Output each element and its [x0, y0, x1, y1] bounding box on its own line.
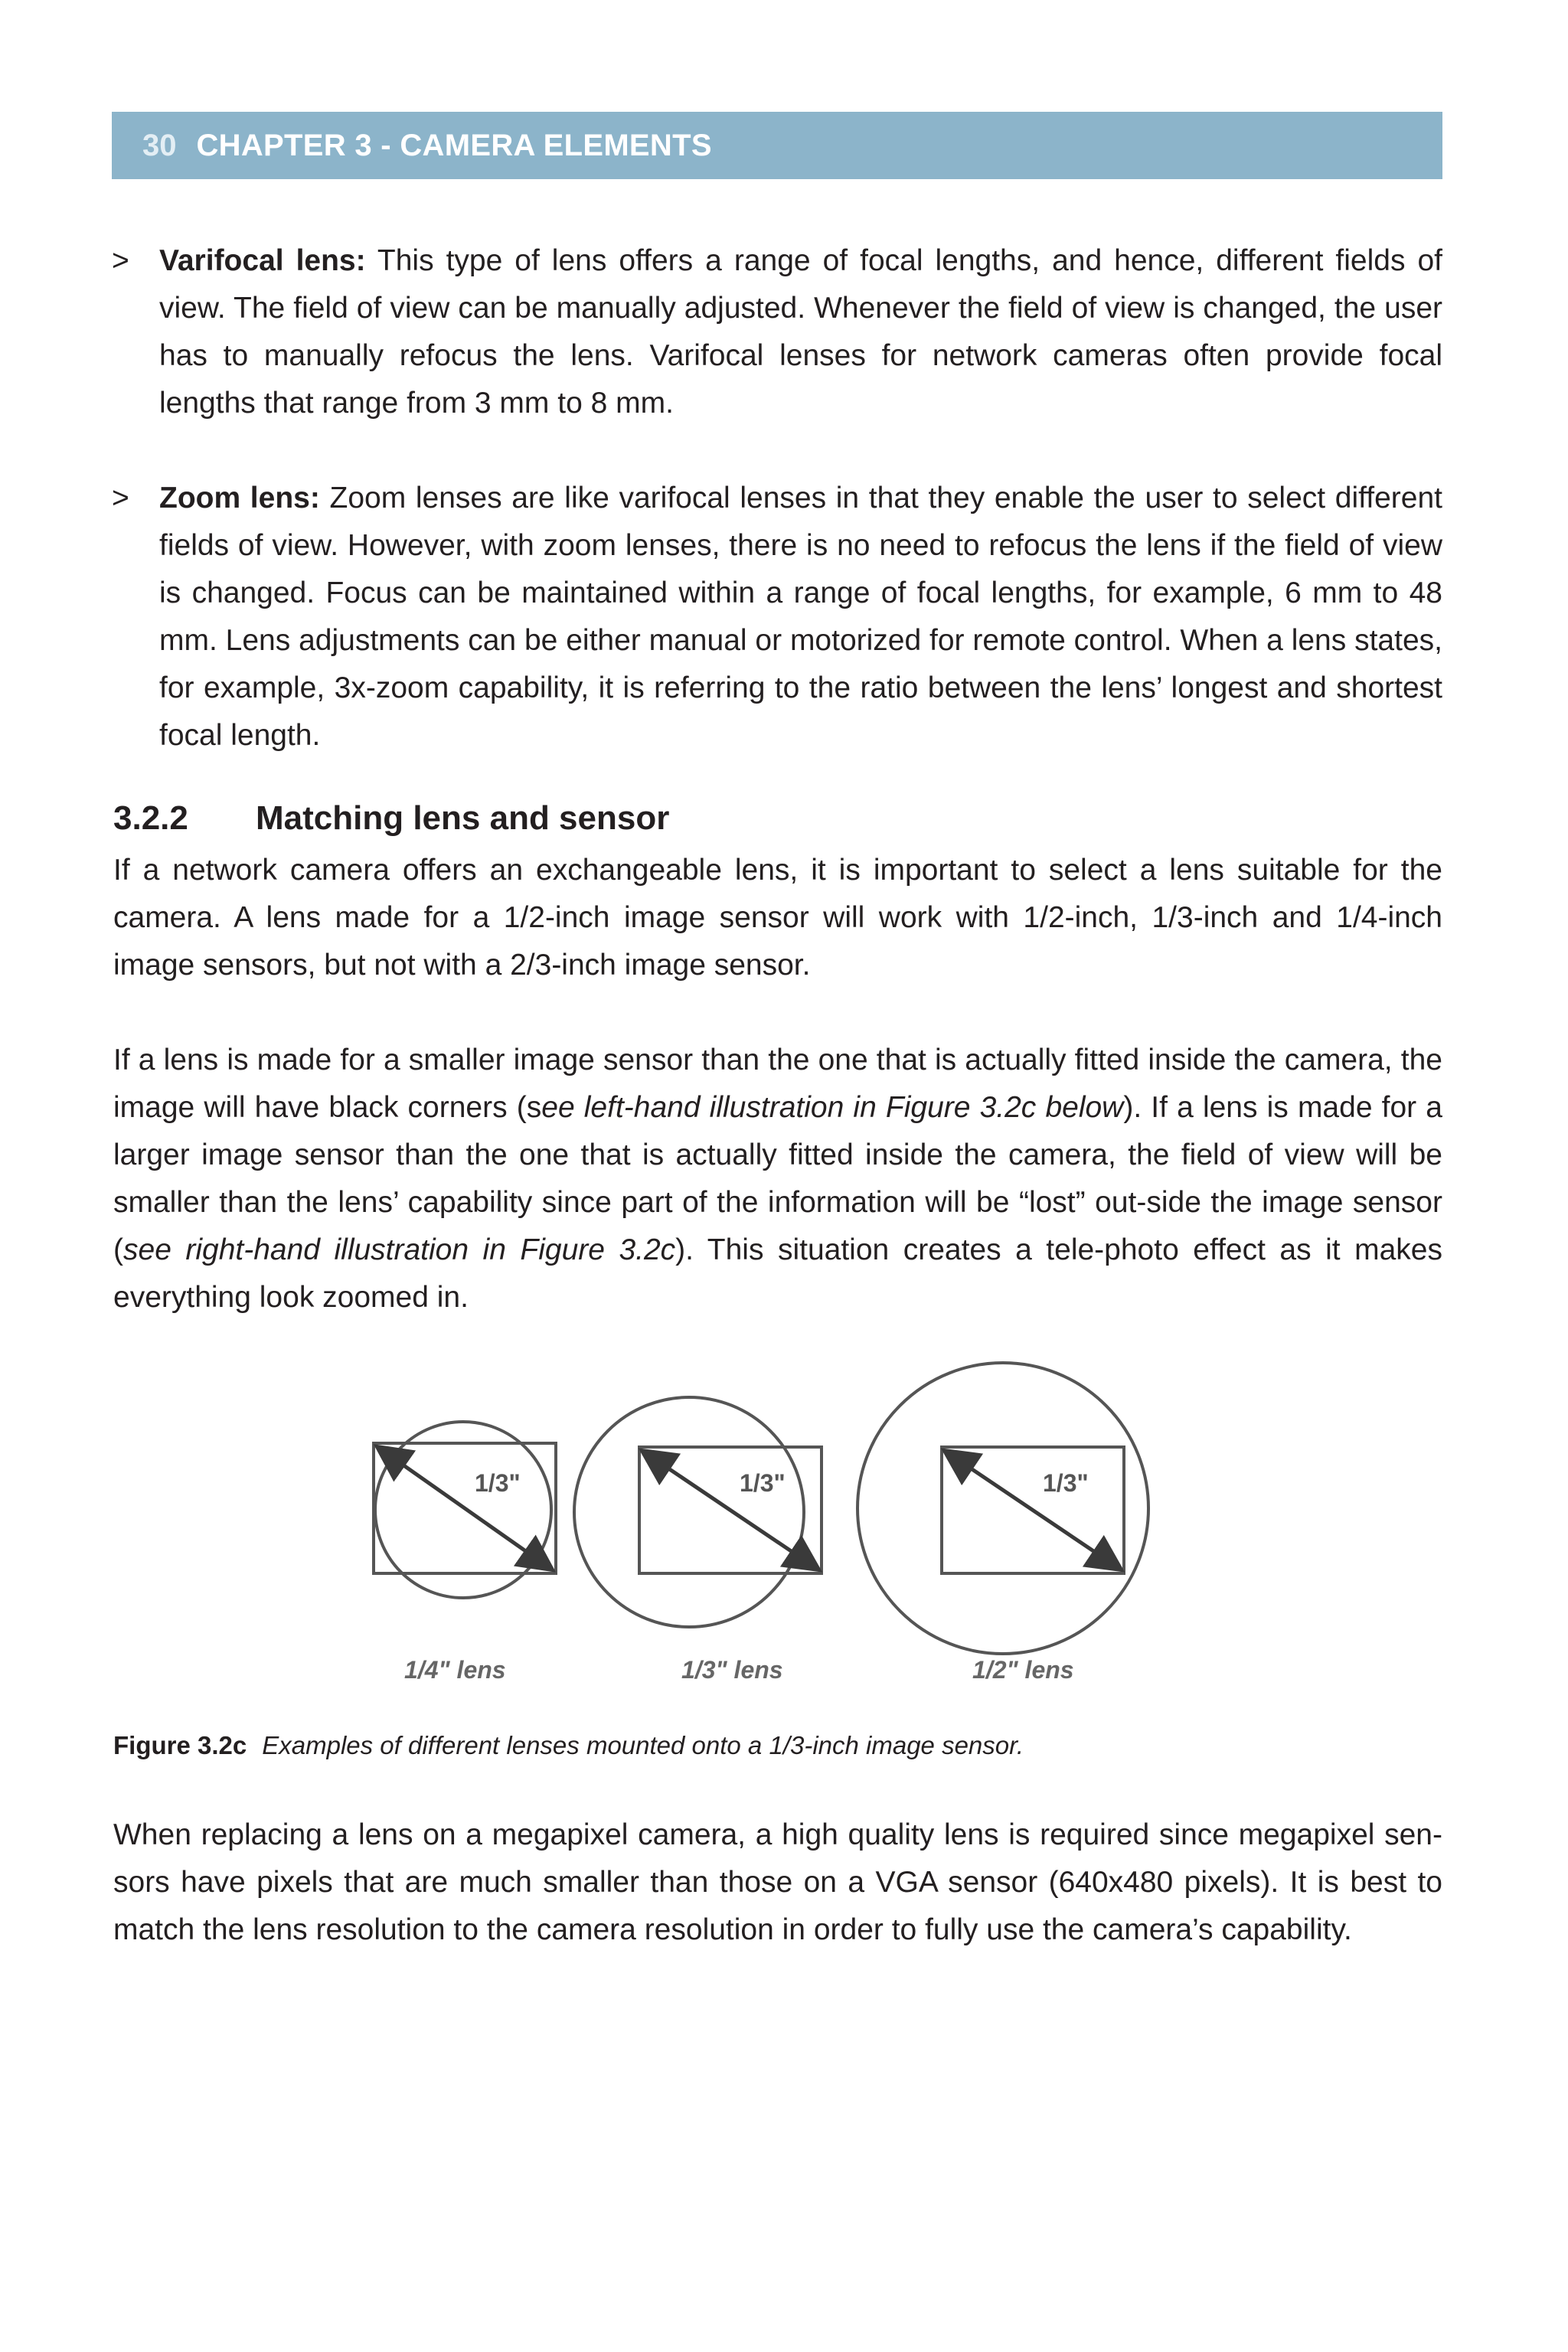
sensor-size-label: 1/3" [475, 1469, 521, 1497]
figure-3-2c [360, 1348, 1233, 1700]
lens-circle [375, 1422, 551, 1598]
paragraph-megapixel-lens: When replacing a lens on a megapixel camera, a high quality lens is required since megapixel sen-sors have pixels that are much smaller than those on a VGA sensor (640x480 pixels). It is best to match the lens resolution to the camera resolution in order to fully use the camera’s capability. [113, 1818, 1442, 1946]
section-title: Matching lens and sensor [256, 799, 670, 837]
third-inch-lens-illustration [574, 1397, 822, 1684]
figure-caption [113, 1729, 1024, 1762]
bullet-term: Zoom lens: [159, 482, 320, 514]
bullet-description: Zoom lenses are like varifocal lenses in that they enable the user to select different fields of view. However, with zoom lenses, there is no need to refocus the lens if the field of view is changed. Focus can be maintained within a range of focal lengths, for example, 6 mm to 48 mm. Lens adjustments can be either manual or motorized for remote control. When a lens states, for example, 3x-zoom capability, it is referring to the ratio between the lens’ longest and shortest focal length. [159, 482, 1442, 752]
bullet-marker: > [112, 244, 129, 277]
sensor-size-label: 1/3" [740, 1469, 786, 1497]
bullet-term: Varifocal lens: [159, 244, 366, 277]
bullet-zoom-lens [112, 475, 1442, 760]
lens-label-third-inch: 1/3" lens [681, 1656, 783, 1684]
diagonal-arrow [947, 1452, 1119, 1568]
section-heading [113, 799, 669, 838]
bullet-text [159, 237, 1442, 427]
figure-reference-left: ee left-hand illustration in Figure 3.2c below [541, 1091, 1124, 1124]
figure-caption-text: Examples of different lenses mounted onto a 1/3-inch image sensor. [262, 1731, 1024, 1759]
diagonal-arrow [380, 1449, 550, 1568]
chapter-title: CHAPTER 3 - CAMERA ELEMENTS [196, 128, 712, 162]
lens-label-quarter-inch: 1/4" lens [404, 1656, 506, 1684]
text-run: ). This situation creates a tele-photo effect as it makes everything look zoomed in. [113, 1233, 1442, 1314]
lens-circle [858, 1363, 1148, 1654]
lens-circle [574, 1397, 804, 1627]
diagonal-arrow [645, 1452, 816, 1568]
sensor-size-label: 1/3" [1043, 1469, 1089, 1497]
figure-reference-right: see right-hand illustration in Figure 3.2c [123, 1233, 676, 1266]
lens-sensor-diagram [360, 1348, 1233, 1700]
lens-label-half-inch: 1/2" lens [972, 1656, 1074, 1684]
paragraph-lens-selection: If a network camera offers an exchangeable lens, it is important to select a lens suitable for the camera. A lens made for a 1/2-inch image sensor will work with 1/2-inch, 1/3-inch and 1/4-inch image sensors, but not with a 2/3-inch image sensor. [113, 854, 1442, 982]
bullet-description: This type of lens offers a range of focal lengths, and hence, different fields of view. The field of view can be manually adjusted. Whenever the field of view is changed, the user has to manually refocus the lens. Varifocal lenses for network cameras often provide focal lengths that range from 3 mm to 8 mm. [159, 244, 1442, 420]
chapter-header-bar [112, 112, 1442, 179]
bullet-varifocal-lens [112, 237, 1442, 427]
bullet-text [159, 475, 1442, 760]
figure-label: Figure 3.2c [113, 1731, 247, 1759]
text-run: ). If a lens is made for a larger image sensor than the one that is actually fitted inside the camera, the field of view will be smaller than the lens’ capability since part of the information will be “lost” out-side the image sensor ( [113, 1091, 1442, 1266]
text-run: If a lens is made for a smaller image sensor than the one that is actually fitted inside the camera, the image will have black corners (s [113, 1044, 1442, 1124]
half-inch-lens-illustration [858, 1363, 1148, 1684]
section-number: 3.2.2 [113, 799, 188, 837]
page-number: 30 [142, 128, 177, 162]
quarter-inch-lens-illustration [374, 1422, 556, 1684]
bullet-marker: > [112, 482, 129, 514]
paragraph-sensor-mismatch [113, 1037, 1442, 1321]
